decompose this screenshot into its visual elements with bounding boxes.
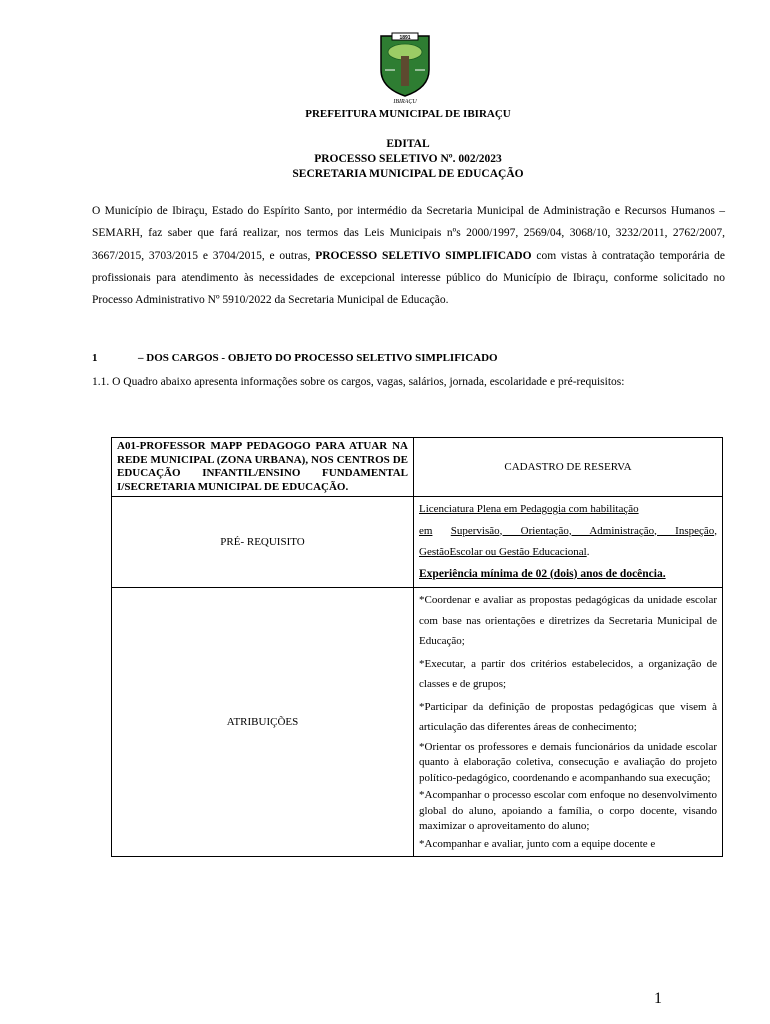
secretaria-name: SECRETARIA MUNICIPAL DE EDUCAÇÃO — [292, 168, 524, 180]
intro-text-2: com vistas à contratação temporária de profissionais para atendimento às necessidades de excepcional interesse público do Município de Ibiraçu, conforme solicitado no Processo Administrativo Nº 5910/2022 da Secretaria Municipal de Educação. — [92, 249, 725, 307]
atribuicoes-cell — [414, 588, 723, 857]
section-title: – DOS CARGOS - OBJETO DO PROCESSO SELETIVO SIMPLIFICADO — [138, 352, 498, 364]
atribuicao-item: *Orientar os professores e demais funcionários da unidade escolar quanto à elaboração coletiva, consecução e avaliação do projeto político-pedagógico, coordenando e acompanhando sua execução; — [419, 740, 717, 784]
page-number: 1 — [654, 990, 662, 1007]
atribuicao-item: *Participar da definição de propostas pedagógicas que visem à articulação das diferentes áreas de conhecimento; — [419, 700, 717, 733]
prereq-experience: Experiência mínima de 02 (dois) anos de docência. — [419, 567, 666, 580]
edital-heading — [0, 137, 770, 182]
atribuicoes-label-cell: ATRIBUIÇÕES — [112, 588, 414, 857]
cargo-cell: A01-PROFESSOR MAPP PEDAGOGO PARA ATUAR NA REDE MUNICIPAL (ZONA URBANA), NOS CENTROS DE EDUCAÇÃO INFANTIL/ENSINO FUNDAMENTAL I/SECRETARIA MUNICIPAL DE EDUCAÇÃO. — [112, 438, 414, 497]
prereq-cell — [414, 497, 723, 588]
intro-bold: PROCESSO SELETIVO SIMPLIFICADO — [315, 249, 532, 262]
prereq-label-cell: PRÉ- REQUISITO — [112, 497, 414, 588]
atribuicao-item: *Acompanhar o processo escolar com enfoque no desenvolvimento global do aluno, apoiando a família, o corpo docente, visando maximizar o aproveitamento do aluno; — [419, 789, 717, 832]
atribuicao-item: *Coordenar e avaliar as propostas pedagógicas da unidade escolar com base nas orientações e diretrizes da Secretaria Municipal de Educação; — [419, 594, 717, 647]
atribuicao-item: *Acompanhar e avaliar, junto com a equipe docente e — [419, 837, 656, 850]
cargos-table — [111, 437, 723, 857]
section-heading — [92, 352, 725, 364]
section-number: 1 — [92, 352, 98, 364]
edital-label: EDITAL — [386, 138, 430, 150]
processo-number: PROCESSO SELETIVO Nº. 002/2023 — [314, 153, 502, 165]
prereq-dot: . — [586, 546, 590, 558]
table-row — [112, 497, 723, 588]
organization-title: PREFEITURA MUNICIPAL DE IBIRAÇU — [305, 108, 511, 120]
prereq-line1: Licenciatura Plena em Pedagogia com habilitação — [419, 503, 639, 515]
table-row — [112, 588, 723, 857]
prereq-em: em — [419, 524, 433, 537]
vagas-cell: CADASTRO DE RESERVA — [414, 438, 723, 497]
table-row — [112, 438, 723, 497]
logo-motto: IBIRAÇU — [393, 99, 417, 104]
intro-paragraph — [92, 200, 725, 311]
atribuicao-item: *Executar, a partir dos critérios estabelecidos, a organização de classes e de grupos; — [419, 657, 717, 690]
intro-text-1: O Município de Ibiraçu, Estado do Espírito Santo, por intermédio da Secretaria Municipal de Administração e Recursos Humanos – SEMARH, faz saber que fará realizar, nos termos das Leis Municipais nºs 2000/1997, 2569/04, 3068/10, 3232/2011, 2762/2007, 3667/2015, 3703/2015 e 3704/2015, e outras, — [92, 205, 725, 262]
prereq-areas: Supervisão, Orientação, Administração, Inspeção, GestãoEscolar ou Gestão Educacional — [419, 524, 718, 558]
municipal-coat-of-arms-logo — [375, 30, 435, 104]
item-1-1: 1.1. O Quadro abaixo apresenta informações sobre os cargos, vagas, salários, jornada, escolaridade e pré-requisitos: — [92, 376, 625, 388]
logo-year: 1891 — [399, 35, 411, 41]
